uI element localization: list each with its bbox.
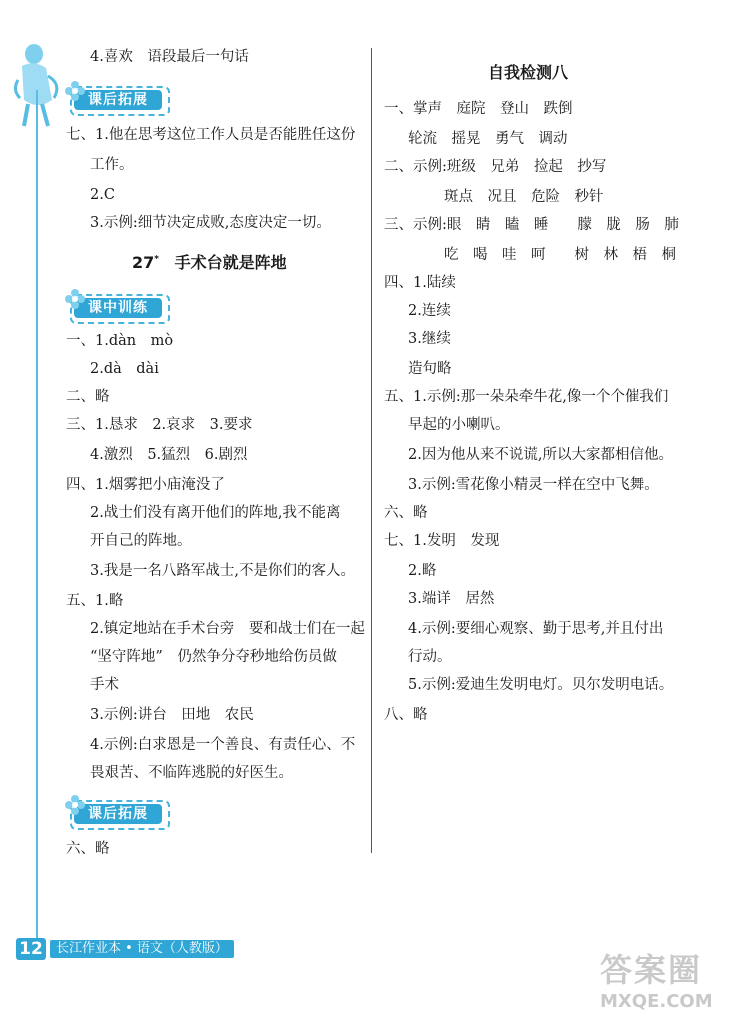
answer-line: 4.示例:白求恩是一个善良、有责任心、不 xyxy=(90,737,356,753)
section-title: 自我检测八 xyxy=(488,63,569,82)
answer-line: 手术 xyxy=(90,677,119,693)
answer-line: 五、1.略 xyxy=(66,593,124,609)
column-divider xyxy=(371,48,372,853)
answer-line: “坚守阵地” 仍然争分夺秒地给伤员做 xyxy=(90,649,337,665)
answer-line: 二、示例:班级 兄弟 捡起 抄写 xyxy=(384,159,607,175)
flower-icon xyxy=(64,794,86,816)
section-badge-after-class xyxy=(70,82,168,114)
answer-line: 3.示例:细节决定成败,态度决定一切。 xyxy=(90,215,331,231)
lesson-number: 27 xyxy=(132,253,155,272)
answer-line: 二、略 xyxy=(66,389,110,405)
answer-line: 一、掌声 庭院 登山 跌倒 xyxy=(384,101,573,117)
badge-label: 课后拓展 xyxy=(88,806,148,822)
answer-line: 3.我是一名八路军战士,不是你们的客人。 xyxy=(90,563,355,579)
page-number: 12 xyxy=(16,938,46,960)
answer-line: 七、1.他在思考这位工作人员是否能胜任这份 xyxy=(66,127,356,143)
flower-icon xyxy=(64,288,86,310)
answer-line: 四、1.陆续 xyxy=(384,275,456,291)
answer-line: 2.C xyxy=(90,187,115,203)
answer-line: 轮流 摇晃 勇气 调动 xyxy=(408,131,568,147)
answer-line: 4.激烈 5.猛烈 6.剧烈 xyxy=(90,447,248,463)
answer-line: 3.示例:讲台 田地 农民 xyxy=(90,707,254,723)
answer-line: 行动。 xyxy=(408,649,452,665)
answer-line: 三、示例:眼 睛 瞌 睡 朦 胧 肠 肺 xyxy=(384,217,679,233)
answer-line: 2.连续 xyxy=(408,303,451,319)
answer-line: 畏艰苦、不临阵逃脱的好医生。 xyxy=(90,765,293,781)
answer-line: 2.战士们没有离开他们的阵地,我不能离 xyxy=(90,505,341,521)
section-badge-in-class xyxy=(70,290,168,322)
answer-line: 吃 喝 哇 呵 树 林 梧 桐 xyxy=(444,247,676,263)
answer-line: 2.略 xyxy=(408,563,437,579)
answer-line: 三、1.恳求 2.哀求 3.要求 xyxy=(66,417,253,433)
answer-line: 四、1.烟雾把小庙淹没了 xyxy=(66,477,225,493)
answer-line: 2.dà dài xyxy=(90,361,159,377)
answer-line: 开自己的阵地。 xyxy=(90,533,192,549)
answer-line: 4.示例:要细心观察、勤于思考,并且付出 xyxy=(408,621,664,637)
answer-line: 2.因为他从来不说谎,所以大家都相信他。 xyxy=(408,447,673,463)
answer-line: 5.示例:爱迪生发明电灯。贝尔发明电话。 xyxy=(408,677,674,693)
answer-line: 一、1.dàn mò xyxy=(66,333,174,349)
answer-line: 3.示例:雪花像小精灵一样在空中飞舞。 xyxy=(408,477,659,493)
sidebar-line xyxy=(36,90,38,940)
answer-line: 七、1.发明 发现 xyxy=(384,533,500,549)
answer-line: 六、略 xyxy=(384,505,428,521)
left-top-line: 4.喜欢 语段最后一句话 xyxy=(90,49,249,65)
book-title: 长江作业本 • 语文（人教版） xyxy=(50,940,234,958)
flower-icon xyxy=(64,80,86,102)
watermark xyxy=(600,945,740,1015)
answer-line: 3.端详 居然 xyxy=(408,591,495,607)
badge-label: 课中训练 xyxy=(88,300,148,316)
lesson-heading: 27* 手术台就是阵地 xyxy=(132,253,287,272)
answer-line: 八、略 xyxy=(384,707,428,723)
answer-line: 3.继续 xyxy=(408,331,451,347)
answer-line: 造句略 xyxy=(408,361,452,377)
answer-line: 工作。 xyxy=(90,157,134,173)
answer-line: 五、1.示例:那一朵朵牵牛花,像一个个催我们 xyxy=(384,389,669,405)
badge-label: 课后拓展 xyxy=(88,92,148,108)
answer-line: 斑点 况且 危险 秒针 xyxy=(444,189,604,205)
answer-line: 六、略 xyxy=(66,841,110,857)
lesson-title: 手术台就是阵地 xyxy=(174,253,287,272)
section-badge-after-class xyxy=(70,796,168,828)
watermark-line1: 答案圈 xyxy=(600,951,703,989)
answer-line: 2.镇定地站在手术台旁 要和战士们在一起 xyxy=(90,621,365,637)
watermark-line2: MXQE.COM xyxy=(600,991,713,1012)
answer-line: 早起的小喇叭。 xyxy=(408,417,510,433)
